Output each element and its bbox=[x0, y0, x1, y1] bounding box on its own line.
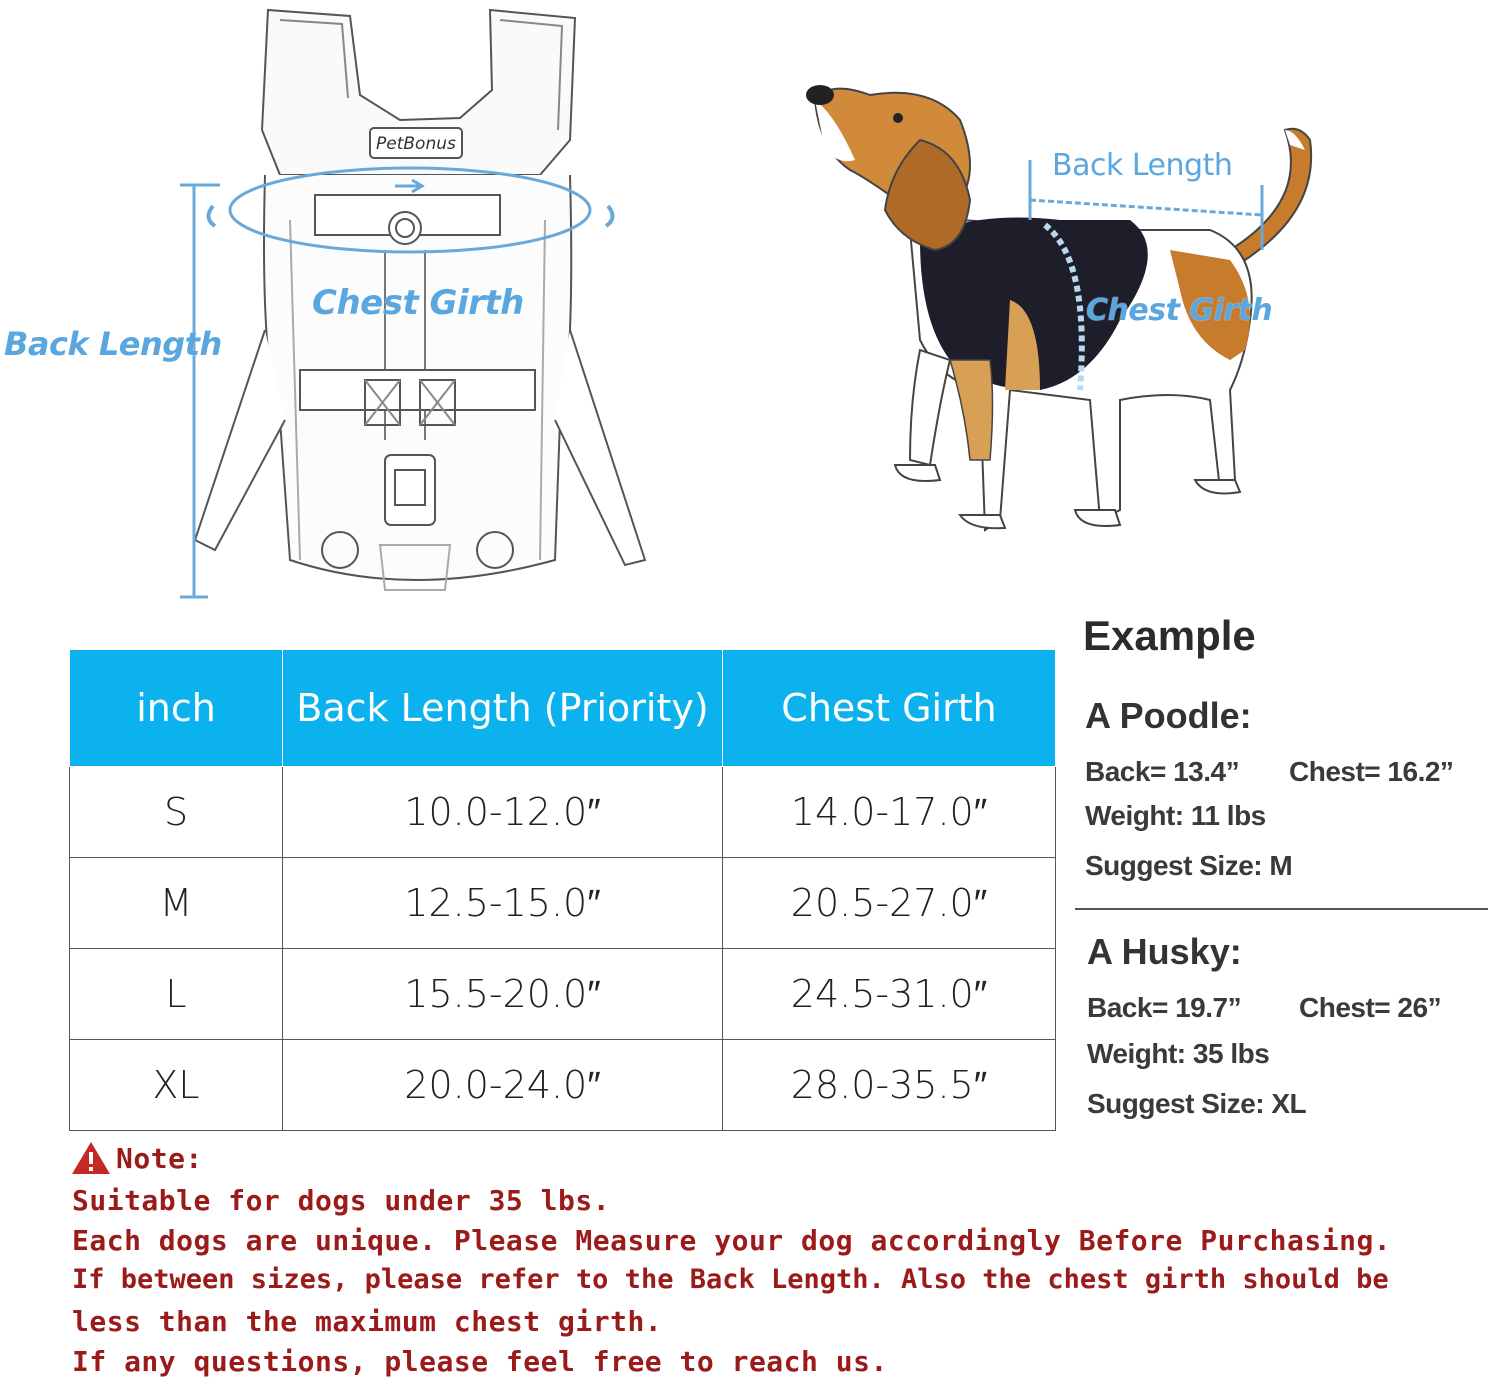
size-table bbox=[69, 649, 1056, 1131]
brand-label: PetBonus bbox=[376, 134, 456, 154]
dog-chest-girth-label: Chest Girth bbox=[1086, 293, 1273, 328]
example-back: Back= 13.4” bbox=[1085, 756, 1240, 787]
back-length-cell: 10.0-12.0″ bbox=[283, 767, 723, 858]
header-inch: inch bbox=[70, 650, 283, 767]
back-length-cell: 12.5-15.0″ bbox=[283, 858, 723, 949]
note-line: Suitable for dogs under 35 lbs. bbox=[72, 1184, 611, 1217]
example-chest: Chest= 26” bbox=[1299, 992, 1442, 1023]
table-row bbox=[70, 767, 1056, 858]
example-title: Example bbox=[1083, 612, 1256, 659]
size-table-header-row bbox=[70, 650, 1056, 767]
size-cell: S bbox=[70, 767, 283, 858]
example-dog-name: A Husky: bbox=[1087, 931, 1242, 972]
table-row bbox=[70, 1040, 1056, 1131]
table-row bbox=[70, 949, 1056, 1040]
note-line: If between sizes, please refer to the Back Length. Also the chest girth should be bbox=[72, 1264, 1389, 1295]
note-heading-row bbox=[70, 1140, 203, 1176]
note-line: Each dogs are unique. Please Measure your dog accordingly Before Purchasing. bbox=[72, 1224, 1392, 1257]
chest-girth-cell: 20.5-27.0″ bbox=[723, 858, 1056, 949]
example-weight: Weight: 11 lbs bbox=[1085, 800, 1266, 831]
example-back: Back= 19.7” bbox=[1087, 992, 1242, 1023]
back-length-cell: 20.0-24.0″ bbox=[283, 1040, 723, 1131]
carrier-chest-girth-label: Chest Girth bbox=[312, 283, 524, 323]
size-cell: L bbox=[70, 949, 283, 1040]
note-line: If any questions, please feel free to reach us. bbox=[72, 1345, 888, 1378]
header-back-length: Back Length (Priority) bbox=[283, 650, 723, 767]
example-dog-name: A Poodle: bbox=[1085, 695, 1252, 736]
dog-back-length-label: Back Length bbox=[1052, 148, 1233, 183]
note-section bbox=[70, 1140, 203, 1176]
chest-girth-cell: 28.0-35.5″ bbox=[723, 1040, 1056, 1131]
note-line: less than the maximum chest girth. bbox=[72, 1305, 663, 1338]
carrier-back-length-label: Back Length bbox=[4, 325, 222, 363]
table-row bbox=[70, 858, 1056, 949]
example-weight: Weight: 35 lbs bbox=[1087, 1038, 1270, 1069]
chest-girth-cell: 14.0-17.0″ bbox=[723, 767, 1056, 858]
note-heading: Note: bbox=[116, 1141, 203, 1175]
example-suggest-size: Suggest Size: XL bbox=[1087, 1088, 1307, 1119]
example-chest: Chest= 16.2” bbox=[1289, 756, 1454, 787]
carrier-illustration bbox=[0, 0, 660, 610]
size-cell: M bbox=[70, 858, 283, 949]
header-chest-girth: Chest Girth bbox=[723, 650, 1056, 767]
warning-icon bbox=[70, 1140, 112, 1176]
example-divider bbox=[1075, 908, 1488, 910]
chest-girth-cell: 24.5-31.0″ bbox=[723, 949, 1056, 1040]
back-length-cell: 15.5-20.0″ bbox=[283, 949, 723, 1040]
size-cell: XL bbox=[70, 1040, 283, 1131]
example-suggest-size: Suggest Size: M bbox=[1085, 850, 1293, 881]
dog-illustration bbox=[790, 60, 1350, 570]
